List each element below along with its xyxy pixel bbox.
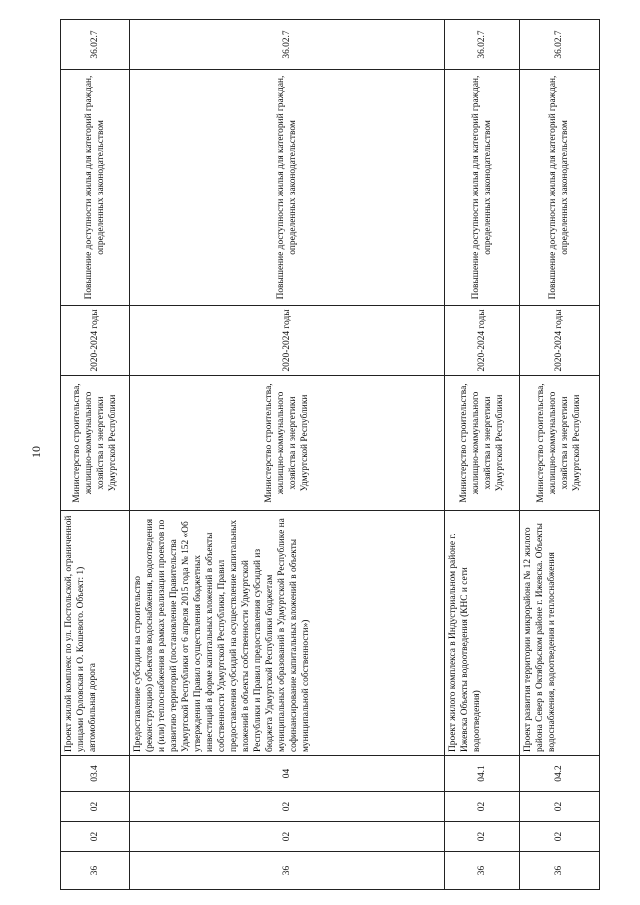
period: 2020-2024 годы <box>129 306 444 376</box>
activity-name: Проект жилого комплекса в Индустриальном районе г. Ижевска Объекты водоотведения (КНС и сети водоотведения) <box>445 511 520 756</box>
code-program: 36 <box>129 852 444 890</box>
code-main-activity: 02 <box>519 792 599 822</box>
target-indicator: 36.02.7 <box>61 20 130 70</box>
code-main-activity: 02 <box>445 792 520 822</box>
code-program: 36 <box>61 852 130 890</box>
expected-result: Повышение доступности жилья для категорий граждан, определенных законодательством <box>129 70 444 306</box>
code-program: 36 <box>445 852 520 890</box>
expected-result: Повышение доступности жилья для категорий граждан, определенных законодательством <box>519 70 599 306</box>
activity-name: Проект жилой комплекс по ул. Постольской, ограниченной улицами Орловская и О. Кошевого. Объект: 1) автомобильная дорога <box>61 511 130 756</box>
expected-result: Повышение доступности жилья для категорий граждан, определенных законодательством <box>445 70 520 306</box>
activity-name: Предоставление субсидии на строительство (реконструкцию) объектов водоснабжения, водоотведения и (или) теплоснабжения в рамках реализации проектов по развитию территорий (постановление Правительства Удмуртской Республики от 6 апреля 2015 года № 152 «Об утверждении Правил осуществления бюджетных инвестиций в форме капитальных вложений в объекты собственности Удмуртской Республики, Правил предоставления субсидий на осуществление капитальных вложений в объекты собственности Удмуртской Республики и Правил предоставления субсидий из бюджета Удмуртской Республики бюджетам муниципальных образований в Удмуртской Республике на софинансирование капитальных вложений в объекты муниципальной собственности») <box>129 511 444 756</box>
activity-name: Проект развития территории микрорайона № 12 жилого района Север в Октябрьском районе г. Ижевска. Объекты водоснабжения, водоотведения и теплоснабжения <box>519 511 599 756</box>
period: 2020-2024 годы <box>445 306 520 376</box>
period: 2020-2024 годы <box>519 306 599 376</box>
page-number: 10 <box>29 446 43 458</box>
code-activity: 03.4 <box>61 756 130 792</box>
code-main-activity: 02 <box>129 792 444 822</box>
table-row <box>129 20 444 890</box>
executor: Министерство строительства, жилищно-коммунального хозяйства и энергетики Удмуртской Республики <box>129 376 444 511</box>
rotated-page <box>60 20 600 890</box>
code-program: 36 <box>519 852 599 890</box>
code-subprogram: 02 <box>129 822 444 852</box>
code-subprogram: 02 <box>519 822 599 852</box>
table-row <box>519 20 599 890</box>
target-indicator: 36.02.7 <box>129 20 444 70</box>
target-indicator: 36.02.7 <box>445 20 520 70</box>
executor: Министерство строительства, жилищно-коммунального хозяйства и энергетики Удмуртской Республики <box>445 376 520 511</box>
executor: Министерство строительства, жилищно-коммунального хозяйства и энергетики Удмуртской Республики <box>519 376 599 511</box>
code-main-activity: 02 <box>61 792 130 822</box>
table-row <box>61 20 130 890</box>
expected-result: Повышение доступности жилья для категорий граждан, определенных законодательством <box>61 70 130 306</box>
code-subprogram: 02 <box>61 822 130 852</box>
code-activity: 04 <box>129 756 444 792</box>
code-activity: 04.2 <box>519 756 599 792</box>
target-indicator: 36.02.7 <box>519 20 599 70</box>
program-table <box>60 19 600 890</box>
table-row <box>445 20 520 890</box>
code-activity: 04.1 <box>445 756 520 792</box>
code-subprogram: 02 <box>445 822 520 852</box>
period: 2020-2024 годы <box>61 306 130 376</box>
executor: Министерство строительства, жилищно-коммунального хозяйства и энергетики Удмуртской Республики <box>61 376 130 511</box>
